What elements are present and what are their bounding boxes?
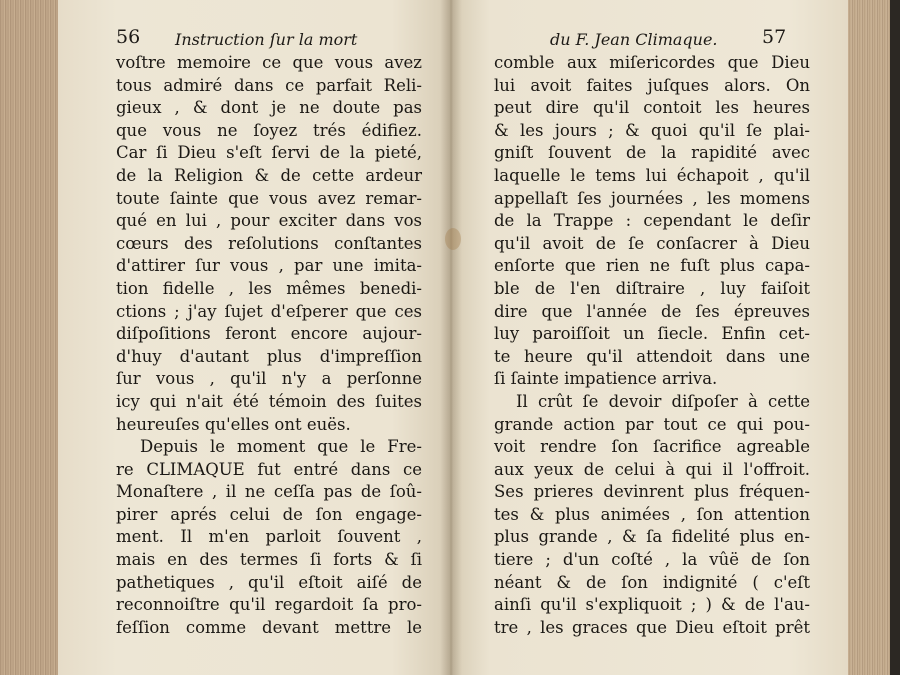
text-line: Car ſi Dieu s'eſt ſervi de la pieté, [116, 143, 422, 163]
text-line: que vous ne ſoyez trés édifiez. [116, 120, 422, 140]
right-page-number: 57 [762, 26, 787, 48]
text-line: dire que l'année de ſes épreuves [494, 301, 810, 321]
text-line: cœurs des reſolutions conſtantes [116, 233, 422, 253]
text-line: ctions ; j'ay ſujet d'eſperer que ces [116, 301, 422, 321]
text-line: voſtre memoire ce que vous avez [116, 53, 422, 72]
text-line: grande action par tout ce qui pou- [494, 414, 810, 434]
text-line: d'attirer ſur vous , par une imita- [116, 256, 422, 276]
text-line: tiere ; d'un coſté , la vûë de ſon [494, 550, 810, 570]
left-page [58, 0, 450, 675]
text-line: & les jours ; & quoi qu'il ſe plai- [494, 120, 810, 140]
text-line: laquelle le tems lui échapoit , qu'il [494, 165, 810, 185]
text-line: Ses prieres devinrent plus fréquen- [494, 482, 810, 502]
right-page-edges [848, 0, 900, 675]
text-line: gieux , & dont je ne doute pas [116, 98, 422, 118]
text-line: plus grande , & ſa fidelité plus en- [494, 527, 810, 547]
text-line: enſorte que rien ne fuſt plus capa- [494, 256, 810, 276]
right-running-head: du F. Jean Climaque. [550, 30, 718, 49]
text-line: ſi ſainte impatience arriva. [494, 369, 718, 389]
right-page [450, 0, 848, 675]
text-line: appellaſt ſes journées , les momens [494, 188, 810, 208]
paper-stain [445, 228, 461, 250]
text-line: mais en des termes ſi forts & ſi [116, 550, 422, 570]
text-line: re CLIMAQUE fut entré dans ce [116, 459, 422, 479]
text-line: diſpoſitions feront encore aujour- [116, 324, 422, 344]
text-line: néant & de ſon indignité ( c'eſt [494, 572, 810, 592]
text-line: pirer aprés celui de ſon engage- [116, 504, 422, 524]
text-line: ment. Il m'en parloit ſouvent , [116, 527, 422, 547]
text-line: aux yeux de celui à qui il l'offroit. [494, 459, 810, 479]
text-line: tes & plus animées , ſon attention [494, 504, 810, 524]
text-line: de la Trappe : cependant le deſir [494, 211, 810, 231]
text-line: tion fidelle , les mêmes benedi- [116, 278, 422, 298]
text-line: tre , les graces que Dieu eſtoit prêt [494, 617, 810, 637]
text-line: te heure qu'il attendoit dans une [494, 346, 810, 366]
text-line: qué en lui , pour exciter dans vos [116, 211, 422, 231]
text-line: luy paroiſſoit un ſiecle. Enfin cet- [494, 324, 810, 344]
text-line: feſſion comme devant mettre le [116, 617, 422, 637]
text-line: Il crût ſe devoir diſpoſer à cette [516, 391, 810, 411]
text-line: Depuis le moment que le Fre- [140, 437, 422, 457]
left-page-number: 56 [116, 26, 141, 48]
text-line: comble aux miſericordes que Dieu [494, 53, 810, 72]
text-line: heureuſes qu'elles ont euës. [116, 414, 351, 434]
text-line: gniſt ſouvent de la rapidité avec [494, 143, 810, 163]
left-running-head: Instruction ſur la mort [175, 30, 358, 49]
text-line: reconnoiſtre qu'il regardoit ſa pro- [116, 595, 422, 615]
text-line: toute ſainte que vous avez remar- [116, 188, 422, 208]
text-line: icy qui n'ait été témoin des ſuites [116, 391, 422, 411]
text-line: peut dire qu'il contoit les heures [494, 98, 810, 118]
text-line: d'huy d'autant plus d'impreſſion [116, 346, 422, 366]
text-line: voit rendre ſon ſacrifice agreable [494, 437, 810, 457]
text-line: tous admiré dans ce parfait Reli- [116, 75, 422, 95]
text-line: Monaſtere , il ne ceſſa pas de ſoû- [116, 482, 422, 502]
left-page-edges [0, 0, 58, 675]
text-line: pathetiques , qu'il eſtoit aiſé de [116, 572, 422, 592]
text-line: ble de l'en diſtraire , luy faiſoit [494, 278, 810, 298]
text-line: lui avoit faites juſques alors. On [494, 75, 810, 95]
text-line: de la Religion & de cette ardeur [116, 165, 422, 185]
text-line: ſur vous , qu'il n'y a perſonne [116, 369, 422, 389]
text-line: ainſi qu'il s'expliquoit ; ) & de l'au- [494, 595, 810, 615]
right-page-text [494, 52, 810, 639]
book-gutter [440, 0, 462, 675]
text-line: qu'il avoit de ſe conſacrer à Dieu [494, 233, 810, 253]
left-page-text [116, 52, 422, 639]
